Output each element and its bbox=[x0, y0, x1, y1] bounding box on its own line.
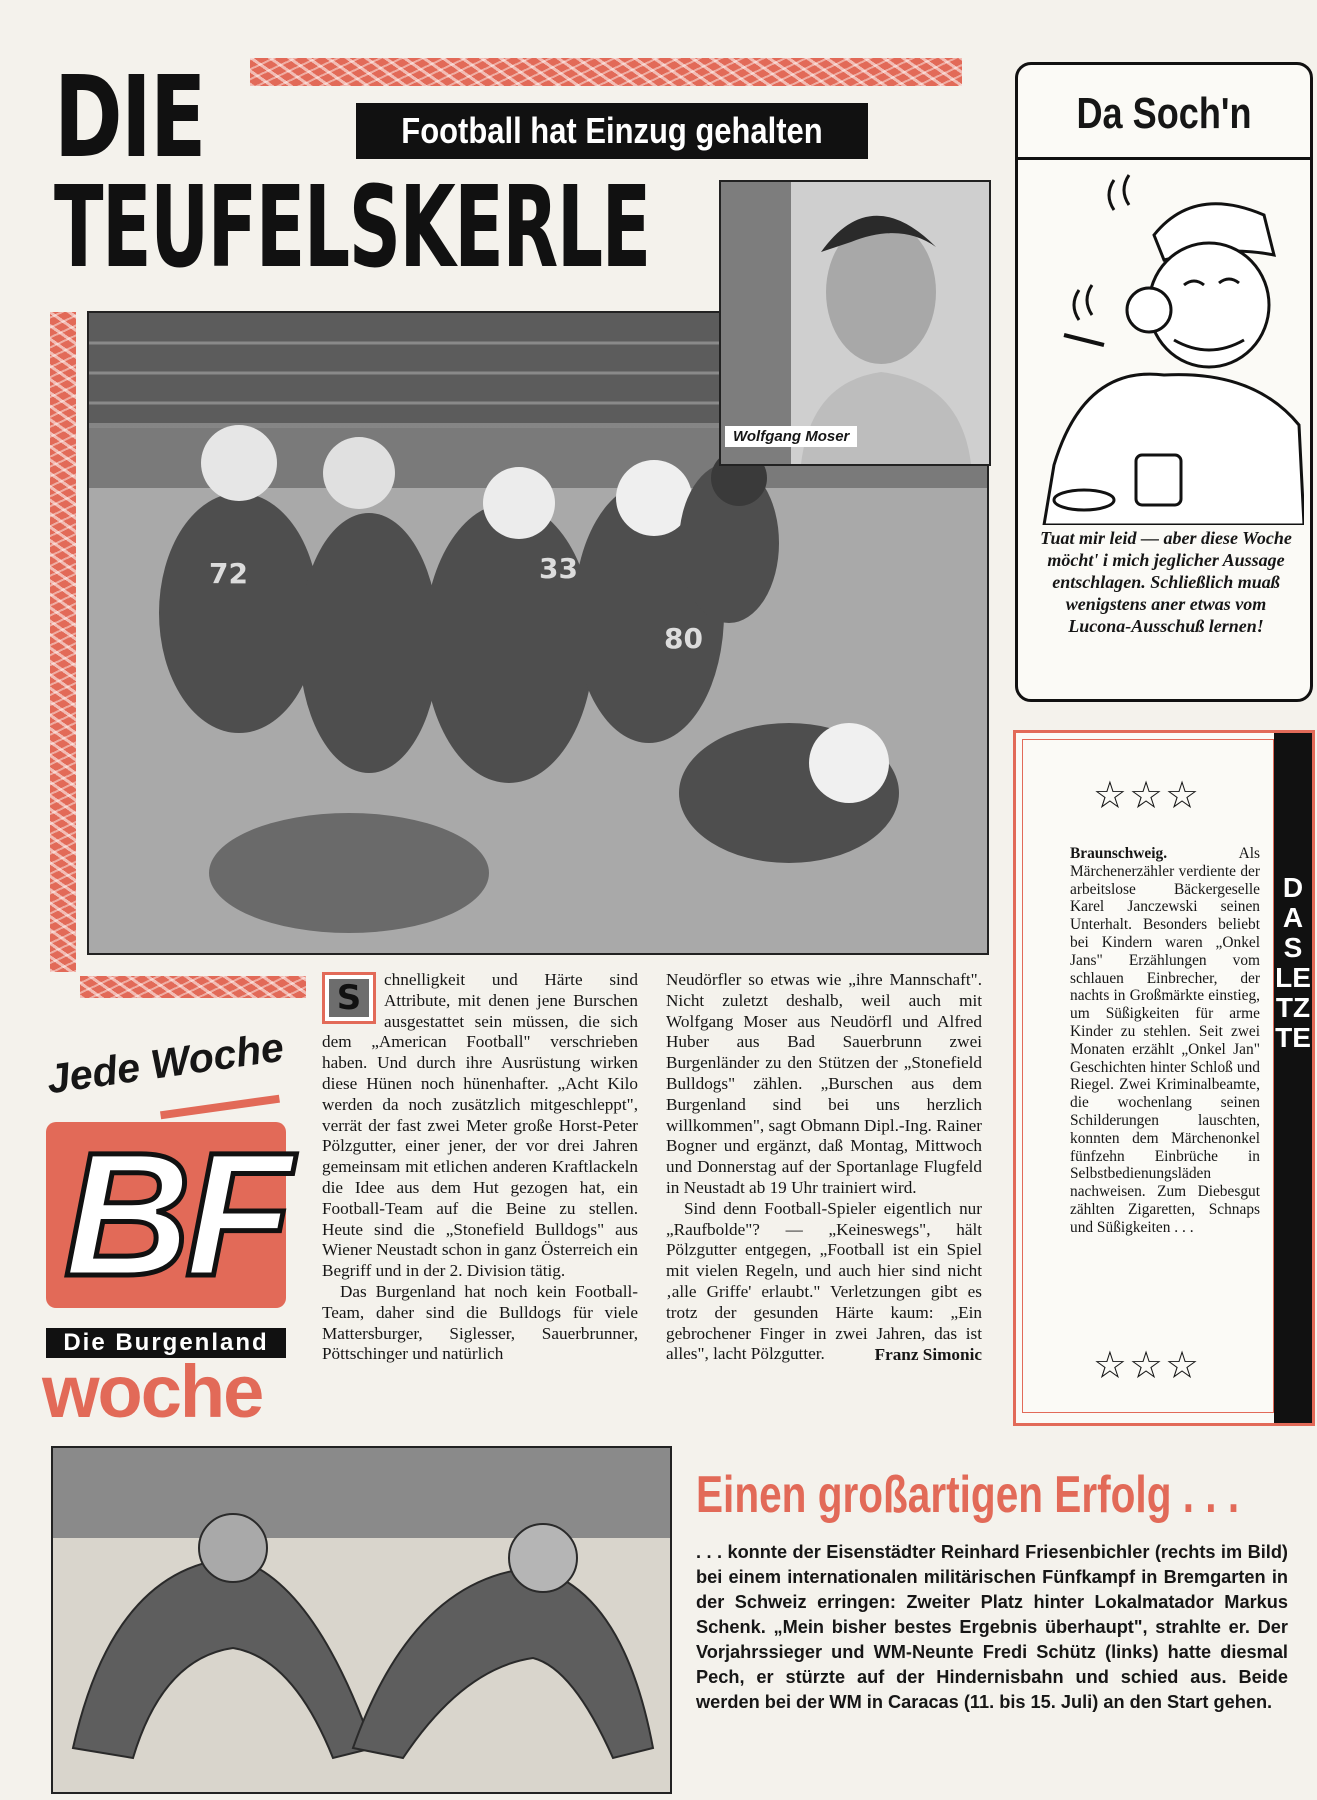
inset-portrait bbox=[719, 180, 991, 466]
die-burgenland-bar: Die Burgenland bbox=[46, 1328, 286, 1358]
kicker-box bbox=[356, 103, 868, 159]
kicker-text: Football hat Einzug gehalten bbox=[401, 110, 823, 151]
sochn-title: Da Soch'n bbox=[1076, 89, 1252, 138]
svg-text:33: 33 bbox=[539, 552, 578, 585]
erfolg-headline: Einen großartigen Erfolg . . . bbox=[696, 1466, 1240, 1524]
bf-logo-box bbox=[46, 1117, 287, 1313]
letzte-tab bbox=[1274, 733, 1312, 1423]
svg-text:80: 80 bbox=[664, 622, 703, 655]
article-column-2 bbox=[666, 970, 982, 1366]
letzte-stars-bottom: ☆☆☆ bbox=[1092, 1345, 1202, 1387]
erfolg-text: . . . konnte der Eisenstädter Reinhard Friesenbichler (rechts im Bild) bei einem internationalen militärischen Fünfkampf in Bremgarten in der Schweiz erringen: Zweiter Platz hinter Lokalmatador Markus Schenk. „Mein bisher bestes Ergebnis überhaupt", strahlte er. Der Vorjahrssieger und WM-Neunte Fredi Schütz (links) hatte diesmal Pech, er stürzte auf der Hindernisbahn und schied aus. Beide werden bei der WM in Caracas (11. bis 15. Juli) an den Start gehen. bbox=[696, 1542, 1288, 1712]
top-red-stripe bbox=[250, 58, 962, 86]
bf-logo: BF bbox=[64, 1117, 287, 1313]
portrait-image bbox=[721, 182, 989, 464]
headline-line1: DIE bbox=[54, 53, 205, 183]
mid-red-stripe bbox=[80, 976, 306, 998]
left-red-stripe bbox=[50, 312, 76, 972]
bottom-photo bbox=[51, 1446, 672, 1794]
pentathlon-athletes-image bbox=[53, 1448, 670, 1792]
woche-logo-text: woche bbox=[42, 1350, 263, 1433]
letzte-text bbox=[1070, 845, 1260, 1237]
letzte-box bbox=[1013, 730, 1315, 1426]
letzte-body: Als Märchenerzähler verdiente der arbeitslose Bäckergeselle Karel Janczewski seinen Unterhalt. Besonders beliebt bei Kindern waren „Onkel Jans" Erzählungen vom schlauen Einbrecher, der nachts in Großmärkte einstieg, um Süßigkeiten für arme Kinder zu stehlen. Seit zwei Monaten erzählt „Onkel Jan" Geschichten hinter Schloß und Riegel. Zwei Kriminalbeamte, die wochenlang seinen Schilderungen lauschten, konnten dem Märchenonkel fünfzehn Einbrüche in Selbstbedienungsläden nachweisen. Zum Diebesgut zählten Zigaretten, Schnaps und Süßigkeiten . . . bbox=[1070, 845, 1260, 1236]
article-paragraph: Sind denn Football-Spieler eigentlich nur „Raufbolde"? — „Keineswegs", hält Pölzgutter entgegen, „Football ist ein Spiel mit vielen Regeln, und auch hier sind nicht ‚alle Griffe' erlaubt." Verletzungen gibt es trotz der gesunden Härte kaum: „Ein gebrochener Finger in zwei Jahren, das ist alles", lacht Pölzgutter. bbox=[666, 1198, 982, 1364]
jede-woche-underline bbox=[160, 1095, 280, 1120]
article-paragraph: Neudörfler so etwas wie „ihre Mannschaft". Nicht zuletzt deshalb, weil auch mit Wolfgang Moser aus Neudörfl und Alfred Huber aus Bad Sauerbrunn zwei Burgenländer zu den Stützen der „Stonefield Bulldogs" zählen. „Burschen aus dem Burgenland sind bei uns herzlich willkommen", sagt Obmann Dipl.-Ing. Rainer Bogner und ergänzt, daß Montag, Mittwoch und Donnerstag auf der Sportanlage Flugfeld in Neustadt ab 19 Uhr trainiert wird. bbox=[666, 970, 982, 1197]
sochn-title-rule bbox=[1018, 157, 1310, 160]
letzte-tab-label: DAS LETZTE bbox=[1275, 872, 1311, 1053]
article-author: Franz Simonic bbox=[874, 1345, 982, 1365]
drop-cap-box bbox=[322, 972, 376, 1024]
headline-line2: TEUFELSKERLE bbox=[54, 163, 650, 293]
article-column-1 bbox=[322, 970, 638, 1365]
sochn-box bbox=[1015, 62, 1313, 702]
article-paragraph: chnelligkeit und Härte sind Attribute, mit denen jene Burschen ausgestattet sein müssen, die sich dem „American Football" verschrieben haben. Und durch ihre Ausrüstung wirken diese Hünen noch hünenhafter. „Acht Kilo werden da noch zusätzlich mitgeschleppt", verrät der fast zwei Meter große Horst-Peter Pölzgutter, einer jener, der vor drei Jahren gemeinsam mit etlichen anderen Kraftlackeln die Idee aus dem Hut gezogen hat, ein Football-Team auf die Beine zu stellen. Heute sind die „Stonefield Bulldogs" aus Wiener Neustadt schon in ganz Österreich ein Begriff und in der 2. Division tätig. bbox=[322, 970, 638, 1281]
letzte-stars-top: ☆☆☆ bbox=[1092, 775, 1202, 817]
svg-text:72: 72 bbox=[209, 557, 248, 590]
promo-block bbox=[40, 1010, 300, 1433]
sochn-text: Tuat mir leid — aber diese Woche möcht' i mich jeglicher Aussage entschlagen. Schließlich muaß wenigstens aner etwas vom Lucona-Ausschuß lernen! bbox=[1040, 528, 1292, 636]
cartoon-smoker-icon bbox=[1024, 165, 1304, 525]
inset-caption: Wolfgang Moser bbox=[725, 426, 857, 447]
jede-woche-text: Jede Woche bbox=[43, 1023, 287, 1103]
article-paragraph: Das Burgenland hat noch kein Football-Team, daher sind die Bulldogs für viele Mattersburger, Siglesser, Sauerbrunner, Pöttschinger und natürlich bbox=[322, 1281, 638, 1364]
drop-cap: S bbox=[329, 979, 369, 1017]
letzte-lead: Braunschweig. bbox=[1070, 845, 1168, 862]
